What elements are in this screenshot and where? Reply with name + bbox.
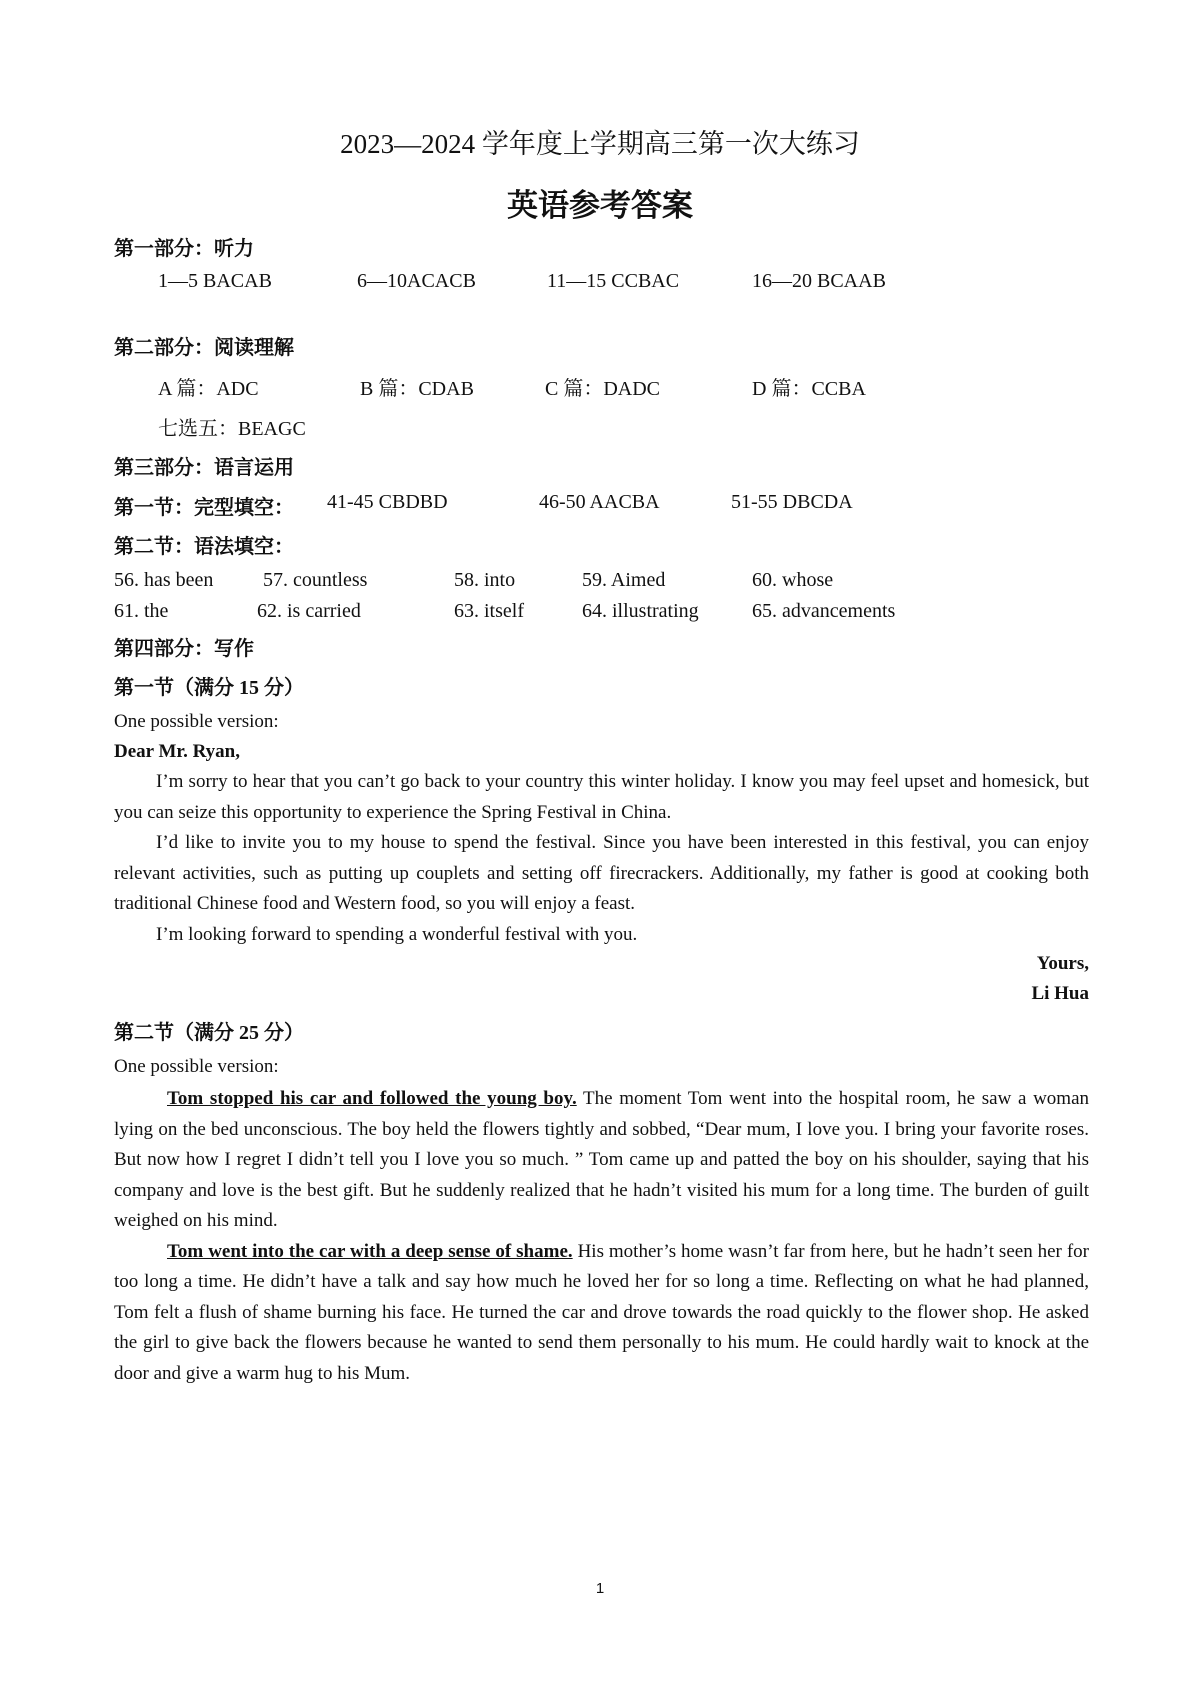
grammar-answer: 58. into xyxy=(454,569,516,591)
story-paragraph-text: His mother’s home wasn’t far from here, but he hadn’t seen her for too long a time. He didn’t have a talk and say how much he loved her for so long a time. Reflecting on what he had planned, Tom felt a flush of shame burning his face. He turned the car and drove towards the road quickly to the flower shop. He asked the girl to give back the flowers because he wanted to send them personally to his mum. He could hardly wait to knock at the door and give a warm hug to his Mum. xyxy=(114,1240,1089,1384)
reading-answer: A 篇：ADC xyxy=(158,378,259,400)
letter-paragraph: I’m looking forward to spending a wonderful festival with you. xyxy=(156,923,638,945)
letter-paragraph: I’m sorry to hear that you can’t go back to your country this winter holiday. I know you may feel upset and homesick, but you can seize this opportunity to experience the Spring Festival in China. xyxy=(114,771,1089,823)
grammar-answer: 59. Aimed xyxy=(582,569,666,591)
writing-section2-heading: 第二节（满分 25 分） xyxy=(114,1022,304,1044)
letter-salutation: Dear Mr. Ryan, xyxy=(114,741,240,762)
page-number: 1 xyxy=(595,1580,605,1597)
writing-section1-intro: One possible version: xyxy=(114,711,279,732)
reading-answer: D 篇：CCBA xyxy=(752,378,866,400)
reading-answer: C 篇：DADC xyxy=(545,378,661,400)
document-subtitle: 英语参考答案 xyxy=(507,188,693,223)
story-paragraph-text: The moment Tom went into the hospital room, he saw a woman lying on the bed unconscious. The boy held the flowers tightly and sobbed, “Dear mum, I love you. I bring your favorite roses. But now how I regret I didn’t tell you I love you so much. ” Tom came up and patted the boy on his shoulder, saying that his company and love is the best gift. But he suddenly realized that he hadn’t visited his mum for a long time. The burden of guilt weighed on his mind. xyxy=(114,1088,1090,1231)
part3-heading: 第三部分：语言运用 xyxy=(114,457,294,479)
listening-answer: 6—10ACACB xyxy=(357,270,476,292)
letter-body xyxy=(114,767,1089,950)
letter-signature: Li Hua xyxy=(1031,983,1089,1004)
grammar-answer: 57. countless xyxy=(263,569,368,591)
reading-answer: B 篇：CDAB xyxy=(360,378,474,400)
part4-heading: 第四部分：写作 xyxy=(114,638,254,660)
story-paragraph xyxy=(114,1084,1089,1237)
story-continuation xyxy=(114,1084,1089,1389)
grammar-answer: 56. has been xyxy=(114,569,214,591)
grammar-answer: 62. is carried xyxy=(257,600,361,622)
cloze-answer: 51-55 DBCDA xyxy=(731,491,853,513)
listening-answer: 11—15 CCBAC xyxy=(547,270,680,292)
cloze-answer: 46-50 AACBA xyxy=(539,491,660,513)
grammar-answer: 63. itself xyxy=(454,600,524,622)
listening-answer: 1—5 BACAB xyxy=(158,270,272,292)
story-paragraph xyxy=(114,1237,1089,1390)
grammar-answer: 60. whose xyxy=(752,569,834,591)
letter-closing: Yours, xyxy=(1036,953,1089,974)
cloze-answer: 41-45 CBDBD xyxy=(327,491,448,513)
writing-section2-intro: One possible version: xyxy=(114,1056,279,1077)
seven-choose-five-answer: 七选五：BEAGC xyxy=(158,418,306,440)
part1-heading: 第一部分：听力 xyxy=(114,238,254,260)
letter-paragraph: I’d like to invite you to my house to spend the festival. Since you have been interested in this festival, you can enjoy relevant activities, such as putting up couplets and setting off firecrackers. Additionally, my father is good at cooking both traditional Chinese food and Western food, so you will enjoy a feast. xyxy=(114,832,1089,914)
grammar-answer: 65. advancements xyxy=(752,600,896,622)
story-lead-sentence: Tom went into the car with a deep sense of shame. xyxy=(167,1240,573,1262)
writing-section1-heading: 第一节（满分 15 分） xyxy=(114,677,304,699)
cloze-heading: 第一节：完型填空： xyxy=(114,497,294,519)
document-title: 2023—2024 学年度上学期高三第一次大练习 xyxy=(340,129,860,159)
listening-answer: 16—20 BCAAB xyxy=(752,270,886,292)
part2-heading: 第二部分：阅读理解 xyxy=(114,337,294,359)
grammar-answer: 64. illustrating xyxy=(582,600,699,622)
grammar-heading: 第二节：语法填空： xyxy=(114,536,294,558)
story-lead-sentence: Tom stopped his car and followed the young boy. xyxy=(167,1088,577,1109)
grammar-answer: 61. the xyxy=(114,600,169,622)
